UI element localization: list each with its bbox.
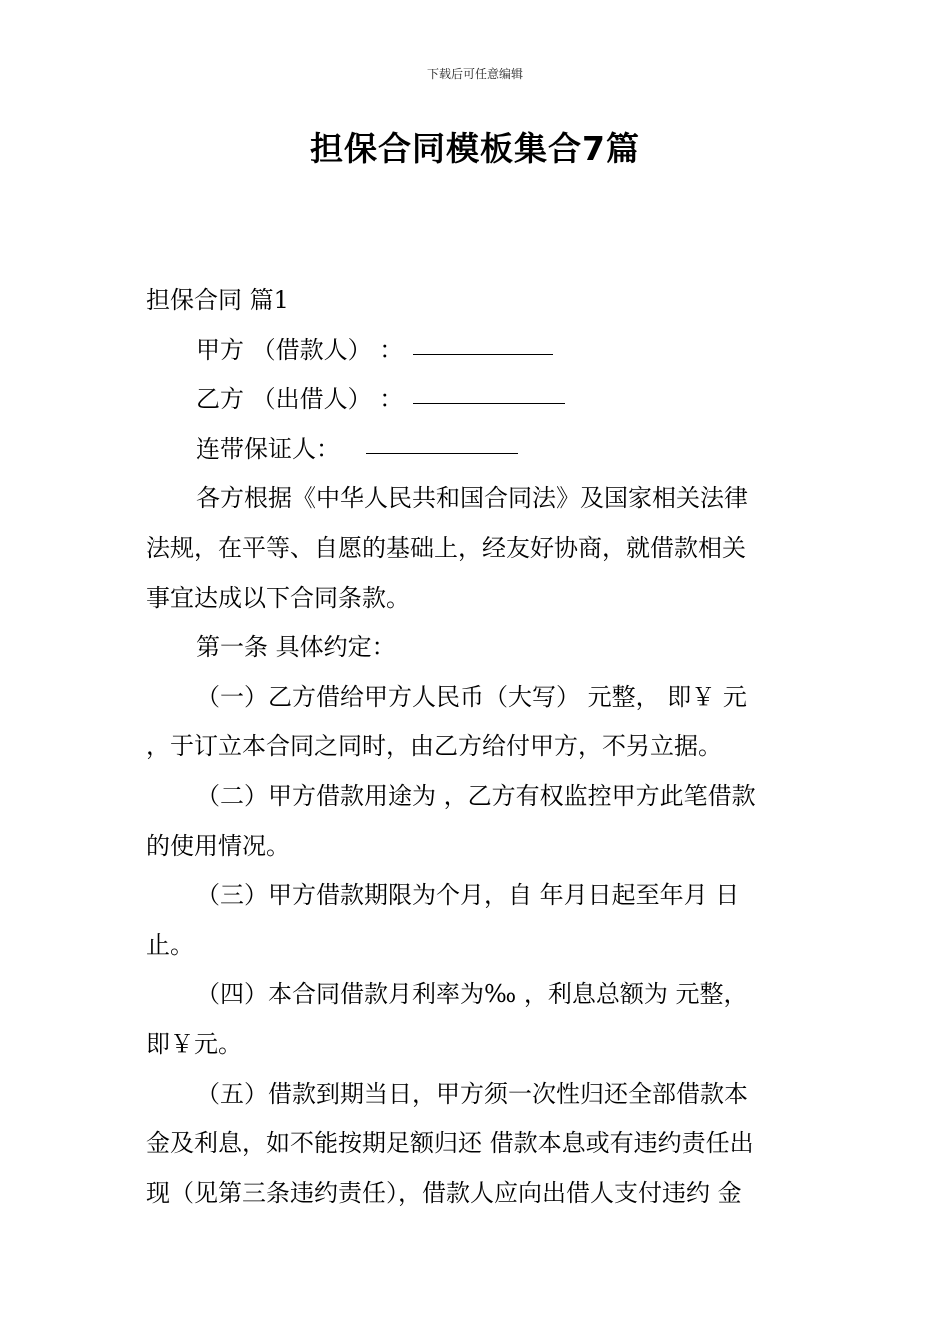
clause-line: 即￥元。 bbox=[146, 1029, 242, 1058]
section-heading: 担保合同 篇1 bbox=[146, 286, 289, 314]
intro-line: 各方根据《中华人民共和国合同法》及国家相关法律 bbox=[196, 484, 748, 513]
party-b-blank bbox=[413, 403, 565, 404]
clause-line: ，于订立本合同之同时，由乙方给付甲方，不另立据。 bbox=[146, 732, 722, 761]
clause-line: 止。 bbox=[146, 930, 194, 959]
clause-line: （四）本合同借款月利率为‰ ，利息总额为 元整， bbox=[196, 980, 748, 1009]
party-b-line bbox=[146, 375, 808, 425]
guarantor-blank bbox=[366, 453, 518, 454]
clause-line: 的使用情况。 bbox=[146, 831, 290, 860]
clause-line: 现（见第三条违约责任），借款人应向出借人支付违约 金 bbox=[146, 1178, 742, 1207]
party-a-line bbox=[146, 326, 808, 376]
document-title: 担保合同模板集合7篇 bbox=[310, 129, 640, 168]
guarantor-line bbox=[146, 425, 808, 475]
guarantor-label: 连带保证人： bbox=[196, 434, 340, 463]
article-one-heading: 第一条 具体约定： bbox=[196, 633, 396, 662]
party-a-label: 甲方 （借款人） ： bbox=[196, 335, 404, 364]
clause-line: （三）甲方借款期限为个月，自 年月日起至年月 日 bbox=[196, 881, 740, 910]
party-b-label: 乙方 （出借人） ： bbox=[196, 385, 404, 414]
clause-line: （一）乙方借给甲方人民币（大写） 元整， 即￥ 元 bbox=[196, 682, 747, 711]
clause-line: （二）甲方借款用途为 ，乙方有权监控甲方此笔借款 bbox=[196, 781, 756, 810]
clause-line: 金及利息，如不能按期足额归还 借款本息或有违约责任出 bbox=[146, 1129, 754, 1158]
clause-line: （五）借款到期当日，甲方须一次性归还全部借款本 bbox=[196, 1079, 748, 1108]
party-a-blank bbox=[413, 354, 553, 355]
intro-line: 事宜达成以下合同条款。 bbox=[146, 583, 410, 612]
header-note: 下载后可任意编辑 bbox=[426, 67, 523, 81]
intro-line: 法规，在平等、自愿的基础上，经友好协商，就借款相关 bbox=[146, 533, 746, 562]
document-body bbox=[146, 276, 808, 1218]
